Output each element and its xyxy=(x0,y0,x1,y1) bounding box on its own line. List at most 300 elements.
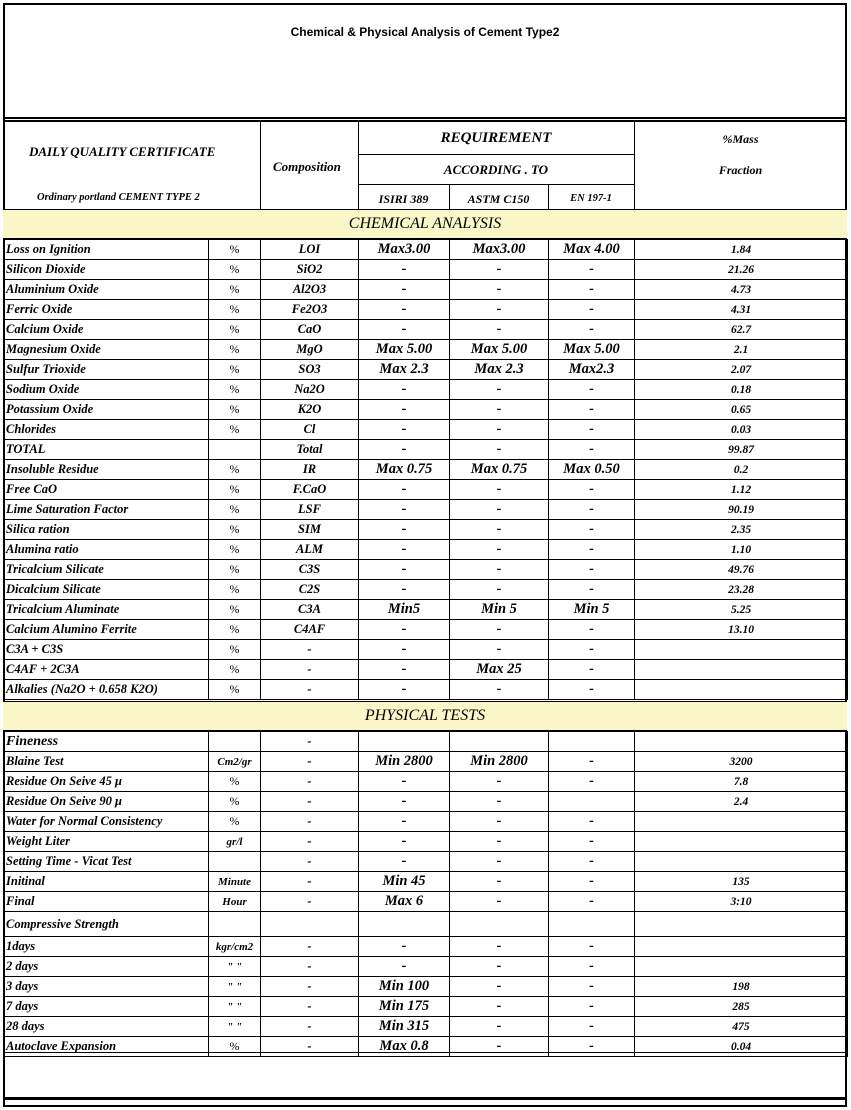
chemical-row xyxy=(4,360,848,380)
row-value: 62.7 xyxy=(635,320,848,340)
row-value: 90.19 xyxy=(635,500,848,520)
row-name: Residue On Seive 90 μ xyxy=(4,792,209,812)
row-unit: " " xyxy=(209,1017,261,1037)
row-unit: % xyxy=(209,680,261,700)
row-astm-requirement: - xyxy=(450,300,549,320)
chemical-row xyxy=(4,280,848,300)
row-en-requirement: - xyxy=(549,872,635,892)
chemical-row xyxy=(4,640,848,660)
row-en-requirement: - xyxy=(549,660,635,680)
requirement-heading: REQUIREMENT xyxy=(440,130,552,146)
row-astm-requirement: Min 2800 xyxy=(450,752,549,772)
row-value xyxy=(635,640,848,660)
row-value xyxy=(635,732,848,752)
row-unit: % xyxy=(209,260,261,280)
row-astm-requirement: - xyxy=(450,280,549,300)
chemical-row xyxy=(4,380,848,400)
row-name: Alkalies (Na2O + 0.658 K2O) xyxy=(4,680,209,700)
row-astm-requirement: - xyxy=(450,420,549,440)
row-value: 21.26 xyxy=(635,260,848,280)
row-isiri-requirement: - xyxy=(359,660,450,680)
row-en-requirement: Max 0.50 xyxy=(549,460,635,480)
row-en-requirement: - xyxy=(549,500,635,520)
physical-row xyxy=(4,732,848,752)
row-name: Silicon Dioxide xyxy=(4,260,209,280)
row-unit: % xyxy=(209,280,261,300)
certificate-heading: DAILY QUALITY CERTIFICATE xyxy=(29,144,216,159)
footer-box xyxy=(3,1052,847,1100)
row-isiri-requirement: - xyxy=(359,620,450,640)
chemical-row xyxy=(4,660,848,680)
row-unit: % xyxy=(209,520,261,540)
row-astm-requirement xyxy=(450,912,549,937)
row-en-requirement: - xyxy=(549,580,635,600)
row-value: 1.10 xyxy=(635,540,848,560)
row-name: Alumina ratio xyxy=(4,540,209,560)
row-value: 135 xyxy=(635,872,848,892)
row-isiri-requirement: Min 175 xyxy=(359,997,450,1017)
row-astm-requirement: - xyxy=(450,852,549,872)
row-en-requirement: - xyxy=(549,1037,635,1057)
chemical-row xyxy=(4,540,848,560)
row-unit xyxy=(209,852,261,872)
row-en-requirement: Max 4.00 xyxy=(549,240,635,260)
table-header xyxy=(3,120,847,210)
row-astm-requirement: - xyxy=(450,380,549,400)
row-name: Weight Liter xyxy=(4,832,209,852)
row-en-requirement: - xyxy=(549,520,635,540)
row-isiri-requirement: - xyxy=(359,640,450,660)
row-en-requirement: Max2.3 xyxy=(549,360,635,380)
title-box xyxy=(3,3,847,119)
row-en-requirement: - xyxy=(549,420,635,440)
row-astm-requirement: - xyxy=(450,540,549,560)
chemical-row xyxy=(4,460,848,480)
physical-tests-table xyxy=(3,731,848,1057)
row-name: Free CaO xyxy=(4,480,209,500)
row-composition: SIM xyxy=(261,520,359,540)
row-astm-requirement: - xyxy=(450,520,549,540)
row-astm-requirement: - xyxy=(450,480,549,500)
row-astm-requirement: Max3.00 xyxy=(450,240,549,260)
row-isiri-requirement: Min 2800 xyxy=(359,752,450,772)
row-unit: " " xyxy=(209,997,261,1017)
row-value: 7.8 xyxy=(635,772,848,792)
row-isiri-requirement xyxy=(359,912,450,937)
row-unit xyxy=(209,912,261,937)
row-name: Potassium Oxide xyxy=(4,400,209,420)
row-isiri-requirement: - xyxy=(359,832,450,852)
row-name: Calcium Oxide xyxy=(4,320,209,340)
row-name: Tricalcium Silicate xyxy=(4,560,209,580)
row-unit: % xyxy=(209,380,261,400)
row-isiri-requirement: - xyxy=(359,957,450,977)
row-unit: % xyxy=(209,772,261,792)
physical-row xyxy=(4,1017,848,1037)
row-composition: Total xyxy=(261,440,359,460)
physical-row xyxy=(4,772,848,792)
row-isiri-requirement: - xyxy=(359,540,450,560)
row-name: 28 days xyxy=(4,1017,209,1037)
row-composition: LOI xyxy=(261,240,359,260)
row-en-requirement xyxy=(549,912,635,937)
row-value: 2.07 xyxy=(635,360,848,380)
row-composition: Cl xyxy=(261,420,359,440)
row-unit: % xyxy=(209,500,261,520)
row-composition: - xyxy=(261,752,359,772)
row-unit: % xyxy=(209,360,261,380)
row-isiri-requirement: Max 5.00 xyxy=(359,340,450,360)
row-value: 0.2 xyxy=(635,460,848,480)
row-en-requirement: - xyxy=(549,772,635,792)
row-isiri-requirement: - xyxy=(359,560,450,580)
row-name: Setting Time - Vicat Test xyxy=(4,852,209,872)
row-isiri-requirement: Min 315 xyxy=(359,1017,450,1037)
row-en-requirement: - xyxy=(549,280,635,300)
row-isiri-requirement xyxy=(359,732,450,752)
cement-type-label: Ordinary portland CEMENT TYPE 2 xyxy=(37,192,200,203)
row-isiri-requirement: - xyxy=(359,580,450,600)
row-isiri-requirement: Max 0.75 xyxy=(359,460,450,480)
row-en-requirement: - xyxy=(549,832,635,852)
row-en-requirement: - xyxy=(549,852,635,872)
row-isiri-requirement: - xyxy=(359,400,450,420)
chemical-row xyxy=(4,520,848,540)
row-unit: gr/l xyxy=(209,832,261,852)
row-unit: % xyxy=(209,812,261,832)
row-value: 198 xyxy=(635,977,848,997)
row-name: Tricalcium Aluminate xyxy=(4,600,209,620)
row-unit: kgr/cm2 xyxy=(209,937,261,957)
row-composition: Fe2O3 xyxy=(261,300,359,320)
row-name: Initinal xyxy=(4,872,209,892)
row-composition: - xyxy=(261,1017,359,1037)
chemical-row xyxy=(4,320,848,340)
row-astm-requirement: - xyxy=(450,400,549,420)
row-astm-requirement: - xyxy=(450,937,549,957)
row-composition: - xyxy=(261,892,359,912)
row-unit: % xyxy=(209,560,261,580)
chemical-section-banner: CHEMICAL ANALYSIS xyxy=(3,209,847,239)
chemical-row xyxy=(4,500,848,520)
row-isiri-requirement: Max 6 xyxy=(359,892,450,912)
row-unit xyxy=(209,732,261,752)
row-en-requirement: Min 5 xyxy=(549,600,635,620)
row-isiri-requirement: - xyxy=(359,680,450,700)
chemical-row xyxy=(4,560,848,580)
row-composition: - xyxy=(261,640,359,660)
row-name: Loss on Ignition xyxy=(4,240,209,260)
row-unit: % xyxy=(209,460,261,480)
row-en-requirement: Max 5.00 xyxy=(549,340,635,360)
row-name: Blaine Test xyxy=(4,752,209,772)
according-to-heading: ACCORDING . TO xyxy=(443,162,549,177)
row-name: Lime Saturation Factor xyxy=(4,500,209,520)
row-unit: % xyxy=(209,540,261,560)
row-en-requirement: - xyxy=(549,937,635,957)
row-astm-requirement: Max 5.00 xyxy=(450,340,549,360)
row-isiri-requirement: - xyxy=(359,320,450,340)
row-value: 0.18 xyxy=(635,380,848,400)
row-composition: ALM xyxy=(261,540,359,560)
standard-en: EN 197-1 xyxy=(570,193,612,204)
row-composition: C3S xyxy=(261,560,359,580)
row-astm-requirement: - xyxy=(450,500,549,520)
physical-row xyxy=(4,957,848,977)
row-astm-requirement: - xyxy=(450,792,549,812)
row-value: 4.31 xyxy=(635,300,848,320)
row-unit: " " xyxy=(209,957,261,977)
row-astm-requirement: - xyxy=(450,320,549,340)
chemical-row xyxy=(4,420,848,440)
row-value: 1.84 xyxy=(635,240,848,260)
row-composition: - xyxy=(261,977,359,997)
row-name: Silica ration xyxy=(4,520,209,540)
row-en-requirement: - xyxy=(549,540,635,560)
row-unit: Cm2/gr xyxy=(209,752,261,772)
row-name: Final xyxy=(4,892,209,912)
row-unit: % xyxy=(209,480,261,500)
row-isiri-requirement: - xyxy=(359,500,450,520)
physical-row xyxy=(4,912,848,937)
row-composition: - xyxy=(261,852,359,872)
row-unit xyxy=(209,440,261,460)
row-name: C3A + C3S xyxy=(4,640,209,660)
row-value: 13.10 xyxy=(635,620,848,640)
row-composition: Na2O xyxy=(261,380,359,400)
row-astm-requirement: Min 5 xyxy=(450,600,549,620)
row-unit: " " xyxy=(209,977,261,997)
standard-isiri: ISIRI 389 xyxy=(378,192,429,206)
row-value: 0.03 xyxy=(635,420,848,440)
row-value: 2.35 xyxy=(635,520,848,540)
row-en-requirement: - xyxy=(549,260,635,280)
row-unit: % xyxy=(209,640,261,660)
row-composition: SO3 xyxy=(261,360,359,380)
physical-row xyxy=(4,977,848,997)
row-composition: - xyxy=(261,1037,359,1057)
row-astm-requirement: - xyxy=(450,260,549,280)
row-name: Compressive Strength xyxy=(4,912,209,937)
row-en-requirement: - xyxy=(549,560,635,580)
row-name: Magnesium Oxide xyxy=(4,340,209,360)
row-unit: % xyxy=(209,400,261,420)
chemical-row xyxy=(4,340,848,360)
row-isiri-requirement: Max3.00 xyxy=(359,240,450,260)
row-isiri-requirement: - xyxy=(359,937,450,957)
row-astm-requirement: - xyxy=(450,1017,549,1037)
physical-row xyxy=(4,792,848,812)
row-en-requirement: - xyxy=(549,957,635,977)
row-value: 0.65 xyxy=(635,400,848,420)
chemical-row xyxy=(4,680,848,700)
standard-astm: ASTM C150 xyxy=(467,192,530,206)
row-value: 5.25 xyxy=(635,600,848,620)
row-unit: % xyxy=(209,1037,261,1057)
row-en-requirement xyxy=(549,732,635,752)
row-value xyxy=(635,812,848,832)
row-en-requirement: - xyxy=(549,440,635,460)
row-composition: C4AF xyxy=(261,620,359,640)
row-name: TOTAL xyxy=(4,440,209,460)
row-name: Fineness xyxy=(4,732,209,752)
row-name: C4AF + 2C3A xyxy=(4,660,209,680)
row-isiri-requirement: - xyxy=(359,260,450,280)
row-value: 49.76 xyxy=(635,560,848,580)
row-astm-requirement: - xyxy=(450,812,549,832)
row-name: Autoclave Expansion xyxy=(4,1037,209,1057)
row-astm-requirement: Max 2.3 xyxy=(450,360,549,380)
page-title: Chemical & Physical Analysis of Cement Type2 xyxy=(290,25,560,39)
row-isiri-requirement: - xyxy=(359,280,450,300)
row-isiri-requirement: - xyxy=(359,480,450,500)
physical-row xyxy=(4,892,848,912)
physical-row xyxy=(4,812,848,832)
row-isiri-requirement: - xyxy=(359,812,450,832)
fraction-heading: Fraction xyxy=(718,163,763,177)
row-en-requirement: - xyxy=(549,812,635,832)
row-astm-requirement: - xyxy=(450,997,549,1017)
row-composition: - xyxy=(261,772,359,792)
mass-heading: %Mass xyxy=(722,132,759,146)
row-en-requirement: - xyxy=(549,977,635,997)
row-composition: - xyxy=(261,732,359,752)
row-astm-requirement: - xyxy=(450,440,549,460)
row-isiri-requirement: Max 2.3 xyxy=(359,360,450,380)
row-isiri-requirement: - xyxy=(359,792,450,812)
row-value: 2.1 xyxy=(635,340,848,360)
row-en-requirement: - xyxy=(549,300,635,320)
row-en-requirement: - xyxy=(549,752,635,772)
row-unit: % xyxy=(209,620,261,640)
row-name: Insoluble Residue xyxy=(4,460,209,480)
row-value: 0.04 xyxy=(635,1037,848,1057)
row-composition: - xyxy=(261,792,359,812)
row-isiri-requirement: - xyxy=(359,520,450,540)
row-unit: % xyxy=(209,580,261,600)
row-astm-requirement: - xyxy=(450,892,549,912)
row-composition: C2S xyxy=(261,580,359,600)
row-composition: Al2O3 xyxy=(261,280,359,300)
row-composition: IR xyxy=(261,460,359,480)
row-astm-requirement: - xyxy=(450,977,549,997)
row-value: 3200 xyxy=(635,752,848,772)
row-en-requirement: - xyxy=(549,892,635,912)
row-unit: % xyxy=(209,600,261,620)
physical-row xyxy=(4,872,848,892)
row-composition: K2O xyxy=(261,400,359,420)
row-composition: - xyxy=(261,660,359,680)
row-value xyxy=(635,832,848,852)
row-value xyxy=(635,660,848,680)
row-composition: F.CaO xyxy=(261,480,359,500)
row-composition: - xyxy=(261,937,359,957)
row-name: Sulfur Trioxide xyxy=(4,360,209,380)
row-name: Sodium Oxide xyxy=(4,380,209,400)
row-name: Chlorides xyxy=(4,420,209,440)
row-value xyxy=(635,852,848,872)
row-name: Dicalcium Silicate xyxy=(4,580,209,600)
row-value: 3:10 xyxy=(635,892,848,912)
chemical-analysis-table xyxy=(3,239,848,700)
row-unit: Hour xyxy=(209,892,261,912)
row-en-requirement: - xyxy=(549,380,635,400)
row-value: 2.4 xyxy=(635,792,848,812)
chemical-row xyxy=(4,260,848,280)
row-composition: - xyxy=(261,872,359,892)
row-unit: % xyxy=(209,320,261,340)
chemical-row xyxy=(4,480,848,500)
row-value xyxy=(635,912,848,937)
row-en-requirement: - xyxy=(549,400,635,420)
row-name: 7 days xyxy=(4,997,209,1017)
row-isiri-requirement: - xyxy=(359,852,450,872)
row-en-requirement: - xyxy=(549,320,635,340)
row-astm-requirement: - xyxy=(450,620,549,640)
row-en-requirement: - xyxy=(549,640,635,660)
row-isiri-requirement: Max 0.8 xyxy=(359,1037,450,1057)
row-composition: - xyxy=(261,680,359,700)
row-astm-requirement: - xyxy=(450,640,549,660)
row-value xyxy=(635,937,848,957)
row-isiri-requirement: Min5 xyxy=(359,600,450,620)
row-name: Calcium Alumino Ferrite xyxy=(4,620,209,640)
row-composition: MgO xyxy=(261,340,359,360)
row-unit: % xyxy=(209,300,261,320)
row-value: 475 xyxy=(635,1017,848,1037)
row-unit: % xyxy=(209,792,261,812)
row-composition: CaO xyxy=(261,320,359,340)
row-isiri-requirement: - xyxy=(359,420,450,440)
row-astm-requirement: - xyxy=(450,680,549,700)
row-value xyxy=(635,680,848,700)
row-value: 285 xyxy=(635,997,848,1017)
row-en-requirement: - xyxy=(549,997,635,1017)
row-en-requirement: - xyxy=(549,480,635,500)
chemical-row xyxy=(4,300,848,320)
row-astm-requirement: - xyxy=(450,957,549,977)
row-astm-requirement: - xyxy=(450,772,549,792)
row-composition: - xyxy=(261,832,359,852)
row-value: 99.87 xyxy=(635,440,848,460)
physical-row xyxy=(4,752,848,772)
row-en-requirement: - xyxy=(549,680,635,700)
row-astm-requirement: Max 25 xyxy=(450,660,549,680)
row-value: 23.28 xyxy=(635,580,848,600)
chemical-row xyxy=(4,440,848,460)
row-name: Aluminium Oxide xyxy=(4,280,209,300)
row-composition: - xyxy=(261,957,359,977)
row-unit: % xyxy=(209,340,261,360)
chemical-row xyxy=(4,400,848,420)
row-astm-requirement xyxy=(450,732,549,752)
row-value: 4.73 xyxy=(635,280,848,300)
row-astm-requirement: - xyxy=(450,580,549,600)
row-name: Ferric Oxide xyxy=(4,300,209,320)
row-unit: % xyxy=(209,660,261,680)
row-isiri-requirement: - xyxy=(359,300,450,320)
row-astm-requirement: - xyxy=(450,872,549,892)
physical-section-banner: PHYSICAL TESTS xyxy=(3,701,847,731)
chemical-row xyxy=(4,580,848,600)
row-unit: % xyxy=(209,420,261,440)
row-en-requirement: - xyxy=(549,1017,635,1037)
row-astm-requirement: - xyxy=(450,560,549,580)
row-isiri-requirement: - xyxy=(359,440,450,460)
row-value: 1.12 xyxy=(635,480,848,500)
physical-row xyxy=(4,832,848,852)
physical-row xyxy=(4,937,848,957)
